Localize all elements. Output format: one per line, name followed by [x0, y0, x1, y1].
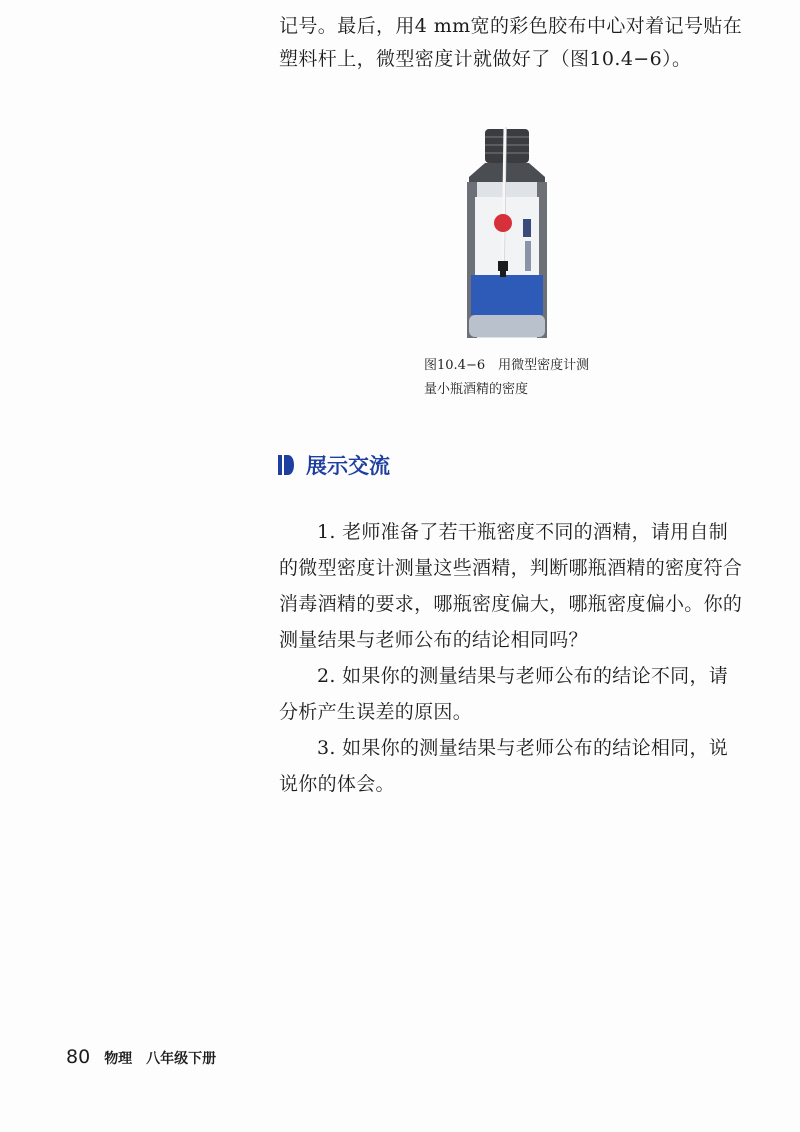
- body-text-line-2: 塑料杆上，微型密度计就做好了（图10.4−6）。: [279, 48, 692, 70]
- body-text-line-1: 记号。最后，用4 mm宽的彩色胶布中心对着记号贴在: [279, 15, 743, 37]
- page-footer: [66, 1046, 216, 1068]
- list-item-text: 分析产生误差的原因。: [279, 701, 473, 723]
- section-title: 展示交流: [306, 454, 390, 478]
- bottle-illustration: [457, 127, 557, 345]
- list-item-text: 如果你的测量结果与老师公布的结论不同，请: [342, 665, 729, 687]
- bottle-blue-stripe: [471, 275, 543, 315]
- page-number: 80: [66, 1046, 91, 1068]
- book-title: 物理 八年级下册: [104, 1051, 217, 1067]
- section-heading: [278, 450, 390, 480]
- list-item-number: 3.: [317, 737, 336, 759]
- list-item-3: [279, 730, 759, 802]
- list-item-number: 1.: [317, 521, 336, 543]
- list-item-number: 2.: [317, 665, 336, 687]
- list-item-1: [279, 514, 759, 658]
- list-item-text: 说你的体会。: [279, 773, 395, 795]
- figure-bottle-photo: [457, 127, 557, 345]
- figure-caption-line-1: 图10.4−6 用微型密度计测: [424, 358, 590, 373]
- list-item-text: 的微型密度计测量这些酒精，判断哪瓶酒精的密度符合: [279, 557, 743, 579]
- list-item-text: 老师准备了若干瓶密度不同的酒精，请用自制: [342, 521, 729, 543]
- red-tape-marker: [494, 214, 512, 232]
- exchange-question-list: [279, 514, 759, 802]
- list-item-text: 消毒酒精的要求，哪瓶密度偏大，哪瓶密度偏小。你的: [279, 593, 743, 615]
- figure-caption-line-2: 量小瓶酒精的密度: [424, 382, 529, 397]
- list-item-text: 如果你的测量结果与老师公布的结论相同，说: [342, 737, 729, 759]
- figure-caption: [424, 354, 589, 402]
- hydrometer-weight: [498, 261, 508, 271]
- section-marker-icon: [278, 454, 298, 476]
- list-item-text: 测量结果与老师公布的结论相同吗？: [279, 629, 588, 651]
- list-item-2: [279, 658, 759, 730]
